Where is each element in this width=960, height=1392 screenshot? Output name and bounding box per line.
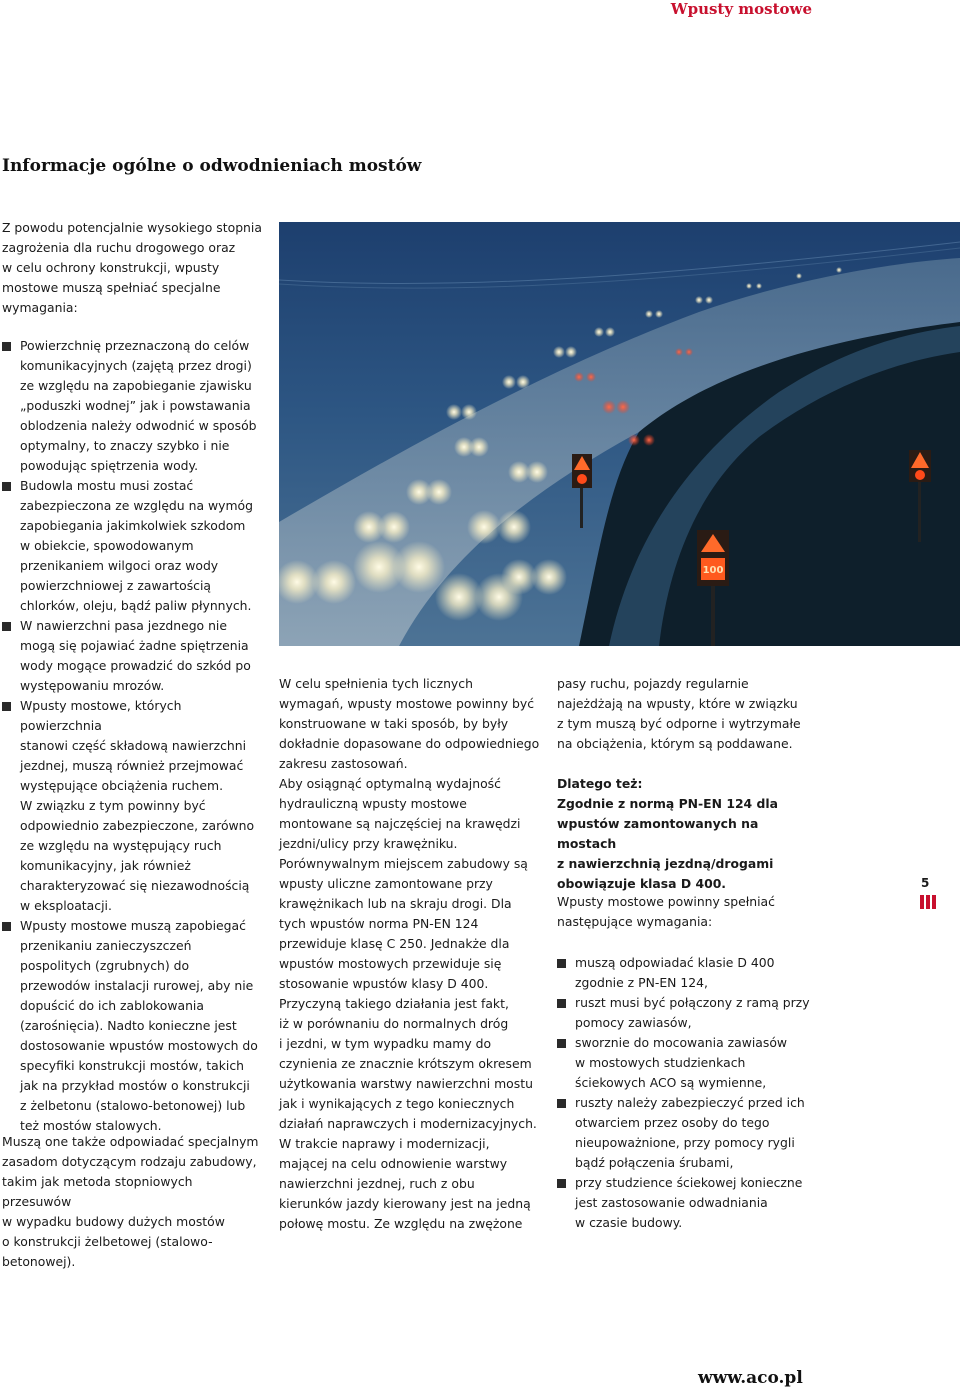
- bullet-square-icon: [557, 999, 566, 1008]
- bullet-line: powodując spiętrzenia wody.: [20, 458, 199, 473]
- bullet-item: [2, 696, 264, 916]
- bullet-line: chlorków, oleju, bądź paliw płynnych.: [20, 598, 252, 613]
- bullet-line: w obiekcie, spowodowanym: [20, 538, 194, 553]
- bullet-line: specyfiki konstrukcji mostów, takich: [20, 1058, 244, 1073]
- sign-speed-text: 100: [702, 565, 724, 576]
- text-line: działań naprawczych i modernizacyjnych.: [279, 1116, 537, 1131]
- text-line: krawężnikach lub na skraju drogi. Dla: [279, 896, 512, 911]
- text-line: tych wpustów norma PN-EN 124: [279, 916, 479, 931]
- main-heading: Informacje ogólne o odwodnieniach mostów: [2, 156, 422, 176]
- photo-illustration: [279, 222, 960, 646]
- bullet-line: przewodów instalacji rurowej, aby nie: [20, 978, 254, 993]
- text-line: z nawierzchnią jezdną/drogami: [557, 856, 774, 871]
- text-line: w wypadku budowy dużych mostów: [2, 1214, 225, 1229]
- bullet-line: charakteryzować się niezawodnością: [20, 878, 250, 893]
- text-line: hydrauliczną wpusty mostowe: [279, 796, 467, 811]
- bullet-item: [557, 1033, 819, 1093]
- text-line: wpustów mostowych przewiduje się: [279, 956, 502, 971]
- intro-paragraph: [2, 218, 264, 318]
- text-line: nawierzchni jezdnej, ruch z obu: [279, 1176, 475, 1191]
- text-line: stosowanie wpustów klasy D 400.: [279, 976, 489, 991]
- bullet-line: zabezpieczona ze względu na wymóg: [20, 498, 253, 513]
- bullet-line: przenikaniu zanieczyszczeń: [20, 938, 192, 953]
- bullet-line: przy studzience ściekowej konieczne: [575, 1175, 803, 1190]
- column3-paragraph-intro: [557, 892, 819, 932]
- bullet-item: [557, 1173, 819, 1233]
- text-line: użytkowania warstwy nawierzchni mostu: [279, 1076, 533, 1091]
- bullet-line: ruszt musi być połączony z ramą przy: [575, 995, 810, 1010]
- bullet-line: W związku z tym powinny być: [20, 798, 206, 813]
- bullet-line: komunikacyjnych (zajętą przez drogi): [20, 358, 252, 373]
- bullet-line: w mostowych studzienkach: [575, 1055, 746, 1070]
- bullet-line: (zarośnięcia). Nadto konieczne jest: [20, 1018, 237, 1033]
- bullet-item: [2, 916, 264, 1136]
- bridge-traffic-photo: [279, 222, 960, 646]
- text-line: w celu ochrony konstrukcji, wpusty: [2, 260, 220, 275]
- text-line: mającej na celu odnowienie warstwy: [279, 1156, 508, 1171]
- bullet-line: Wpusty mostowe, których powierzchnia: [20, 698, 182, 733]
- text-line: Przyczyną takiego działania jest fakt,: [279, 996, 509, 1011]
- bullet-line: komunikacyjny, jak również: [20, 858, 191, 873]
- bullet-line: występujące obciążenia ruchem.: [20, 778, 224, 793]
- bullet-line: pospolitych (zgrubnych) do: [20, 958, 190, 973]
- text-line: Dlatego też:: [557, 776, 643, 791]
- bullet-item: [557, 1093, 819, 1173]
- bullet-line: występowaniu mrozów.: [20, 678, 165, 693]
- text-line: zakresu zastosowań.: [279, 756, 408, 771]
- bullet-item: [557, 993, 819, 1033]
- text-line: zasadom dotyczącym rodzaju zabudowy,: [2, 1154, 257, 1169]
- page-number: 5: [921, 876, 930, 890]
- header-title: Wpusty mostowe: [670, 0, 812, 18]
- bullet-square-icon: [557, 1099, 566, 1108]
- bullet-line: ze względu na występujący ruch: [20, 838, 222, 853]
- bullet-line: Powierzchnię przeznaczoną do celów: [20, 338, 250, 353]
- text-line: jezdni/ulicy przy krawężniku.: [279, 836, 458, 851]
- bullet-line: jak na przykład mostów o konstrukcji: [20, 1078, 250, 1093]
- bullet-line: ruszty należy zabezpieczyć przed ich: [575, 1095, 805, 1110]
- bullet-line: nieupoważnione, przy pomocy rygli: [575, 1135, 795, 1150]
- column3-bold-note: [557, 774, 819, 894]
- bullet-line: powierzchniowej z zawartością: [20, 578, 212, 593]
- bullet-line: też mostów stalowych.: [20, 1118, 162, 1133]
- bullet-line: Wpusty mostowe muszą zapobiegać: [20, 918, 246, 933]
- bullet-line: sworznie do mocowania zawiasów: [575, 1035, 788, 1050]
- bullet-line: pomocy zawiasów,: [575, 1015, 692, 1030]
- text-line: takim jak metoda stopniowych przesuwów: [2, 1174, 193, 1209]
- bullet-line: wody mogące prowadzić do szkód po: [20, 658, 251, 673]
- bullet-item: [557, 953, 819, 993]
- bullet-line: zgodnie z PN-EN 124,: [575, 975, 708, 990]
- bullet-line: ściekowych ACO są wymienne,: [575, 1075, 767, 1090]
- bullet-item: [2, 336, 264, 476]
- text-line: Porównywalnym miejscem zabudowy są: [279, 856, 528, 871]
- bullet-line: przenikaniem wilgoci oraz wody: [20, 558, 219, 573]
- bullet-square-icon: [2, 342, 11, 351]
- bullet-line: bądź połączenia śrubami,: [575, 1155, 734, 1170]
- text-line: czynienia ze znacznie krótszym okresem: [279, 1056, 532, 1071]
- bullet-square-icon: [557, 1039, 566, 1048]
- bullet-line: ze względu na zapobieganie zjawisku: [20, 378, 252, 393]
- text-line: z tym muszą być odporne i wytrzymałe: [557, 716, 801, 731]
- text-line: wymagania:: [2, 300, 78, 315]
- bullet-line: dopuścić do ich zablokowania: [20, 998, 204, 1013]
- bullet-square-icon: [557, 959, 566, 968]
- column3-bullet-list: [557, 953, 819, 1233]
- bullet-square-icon: [2, 922, 11, 931]
- bullet-line: jezdnej, muszą również przejmować: [20, 758, 244, 773]
- text-line: kierunków jazdy kierowany jest na jedną: [279, 1196, 531, 1211]
- text-line: i jezdni, w tym wypadku mamy do: [279, 1036, 492, 1051]
- text-line: o konstrukcji żelbetowej (stalowo-betonowej).: [2, 1234, 213, 1269]
- bullet-line: muszą odpowiadać klasie D 400: [575, 955, 775, 970]
- column1-bottom-paragraph: [2, 1132, 264, 1272]
- text-line: Z powodu potencjalnie wysokiego stopnia: [2, 220, 262, 235]
- text-line: wpusty uliczne zamontowane przy: [279, 876, 493, 891]
- bullet-line: w czasie budowy.: [575, 1215, 683, 1230]
- text-line: zagrożenia dla ruchu drogowego oraz: [2, 240, 236, 255]
- bullet-line: jest zastosowanie odwadniania: [575, 1195, 768, 1210]
- column3-paragraph-top: [557, 674, 819, 754]
- bullet-line: Budowla mostu musi zostać: [20, 478, 194, 493]
- column1-bullet-list: [2, 336, 264, 1136]
- bullet-line: odpowiednio zabezpieczone, zarówno: [20, 818, 255, 833]
- text-line: połowę mostu. Ze względu na zwężone: [279, 1216, 523, 1231]
- text-line: konstruowane w taki sposób, by były: [279, 716, 509, 731]
- bullet-line: optymalny, to znaczy szybko i nie: [20, 438, 230, 453]
- bullet-item: [2, 476, 264, 616]
- text-line: jak i wynikających z tego koniecznych: [279, 1096, 515, 1111]
- bullet-line: z żelbetonu (stalowo-betonowej) lub: [20, 1098, 246, 1113]
- text-line: iż w porównaniu do normalnych dróg: [279, 1016, 509, 1031]
- bullet-square-icon: [2, 482, 11, 491]
- text-line: montowane są najczęściej na krawędzi: [279, 816, 521, 831]
- bullet-item: [2, 616, 264, 696]
- text-line: pasy ruchu, pojazdy regularnie: [557, 676, 749, 691]
- text-line: następujące wymagania:: [557, 914, 713, 929]
- text-line: Aby osiągnąć optymalną wydajność: [279, 776, 501, 791]
- text-line: przewiduje klasę C 250. Jednakże dla: [279, 936, 510, 951]
- text-line: najeżdżają na wpusty, które w związku: [557, 696, 798, 711]
- page-marker-icon: [920, 894, 936, 908]
- column2-paragraph: [279, 674, 541, 1234]
- footer-url: www.aco.pl: [698, 1368, 803, 1388]
- text-line: wpustów zamontowanych na mostach: [557, 816, 759, 851]
- text-line: Muszą one także odpowiadać specjalnym: [2, 1134, 259, 1149]
- text-line: obowiązuje klasa D 400.: [557, 876, 727, 891]
- bullet-square-icon: [557, 1179, 566, 1188]
- text-line: mostowe muszą spełniać specjalne: [2, 280, 221, 295]
- text-line: wymagań, wpusty mostowe powinny być: [279, 696, 535, 711]
- bullet-line: otwarciem przez osoby do tego: [575, 1115, 770, 1130]
- text-line: Wpusty mostowe powinny spełniać: [557, 894, 775, 909]
- text-line: W celu spełnienia tych licznych: [279, 676, 473, 691]
- bullet-line: oblodzenia należy odwodnić w sposób: [20, 418, 257, 433]
- bullet-line: W nawierzchni pasa jezdnego nie: [20, 618, 227, 633]
- bullet-square-icon: [2, 622, 11, 631]
- bullet-square-icon: [2, 702, 11, 711]
- text-line: dokładnie dopasowane do odpowiedniego: [279, 736, 540, 751]
- bullet-line: w eksploatacji.: [20, 898, 112, 913]
- bullet-line: stanowi część składową nawierzchni: [20, 738, 247, 753]
- bullet-line: dostosowanie wpustów mostowych do: [20, 1038, 258, 1053]
- bullet-line: zapobiegania jakimkolwiek szkodom: [20, 518, 246, 533]
- text-line: Zgodnie z normą PN-EN 124 dla: [557, 796, 778, 811]
- text-line: na obciążenia, którym są poddawane.: [557, 736, 793, 751]
- bullet-line: „poduszki wodnej” jak i powstawania: [20, 398, 251, 413]
- text-line: W trakcie naprawy i modernizacji,: [279, 1136, 490, 1151]
- bullet-line: mogą się pojawiać żadne spiętrzenia: [20, 638, 249, 653]
